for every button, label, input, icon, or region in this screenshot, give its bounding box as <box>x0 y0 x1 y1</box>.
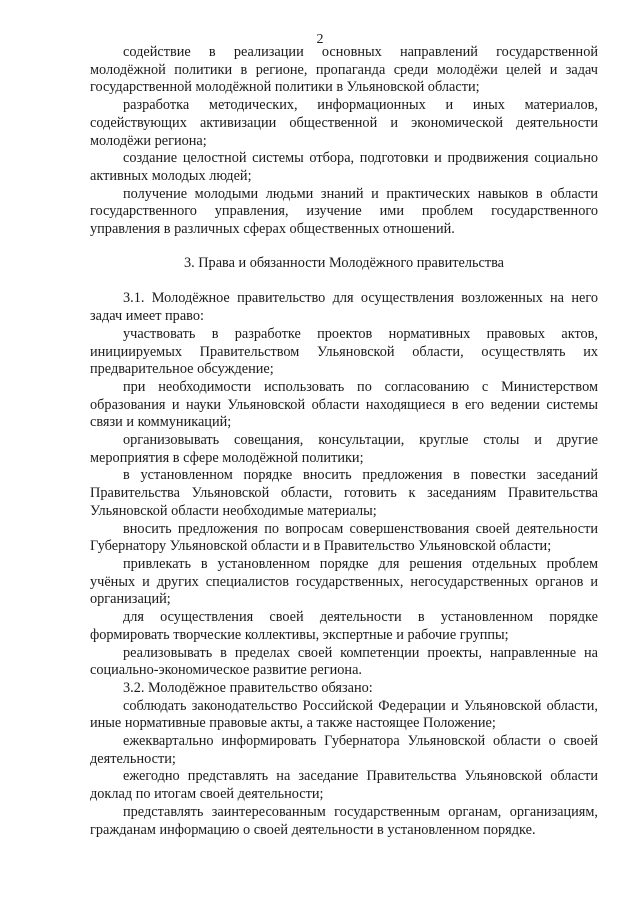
clause-3-1-lead: 3.1. Молодёжное правительство для осуществления возложенных на него задач имеет право: <box>90 290 598 325</box>
clause-3-2-item: представлять заинтересованным государственным органам, организациям, гражданам информацию о своей деятельности в установленном порядке. <box>90 803 598 838</box>
clause-3-1-item: в установленном порядке вносить предложения в повестки заседаний Правительства Ульяновской области, готовить к заседаниям Правительства Ульяновской области необходимые материалы; <box>90 467 598 519</box>
intro-paragraph: создание целостной системы отбора, подготовки и продвижения социально активных молодых людей; <box>90 150 598 184</box>
clause-3-1-item: при необходимости использовать по согласованию с Министерством образования и науки Ульяновской области находящиеся в его ведении системы связи и коммуникаций; <box>90 378 598 431</box>
document-body <box>90 44 598 839</box>
clause-3-2-lead: 3.2. Молодёжное правительство обязано: <box>123 679 373 696</box>
intro-paragraph: разработка методических, информационных и иных материалов, содействующих активизации общественной и экономической деятельности молодёжи региона; <box>90 97 598 149</box>
clause-3-1-item: вносить предложения по вопросам совершенствования своей деятельности Губернатору Ульяновской области и в Правительство Ульяновской области; <box>90 520 598 555</box>
intro-paragraph: содействие в реализации основных направлений государственной молодёжной политики в регионе, пропаганда среди молодёжи целей и задач государственной молодёжной политики в Ульяновской области; <box>90 44 598 96</box>
clause-3-2-item: соблюдать законодательство Российской Федерации и Ульяновской области, иные нормативные правовые акты, а также настоящее Положение; <box>90 697 598 732</box>
clause-3-2-item: ежегодно представлять на заседание Правительства Ульяновской области доклад по итогам своей деятельности; <box>90 768 598 803</box>
clause-3-1-item: организовывать совещания, консультации, круглые столы и другие мероприятия в сфере молодёжной политики; <box>90 432 598 466</box>
clause-3-1-item: привлекать в установленном порядке для решения отдельных проблем учёных и других специалистов государственных, негосударственных органов и организаций; <box>90 555 598 608</box>
clause-3-1-item: реализовывать в пределах своей компетенции проекты, направленные на социально-экономическое развитие региона. <box>90 644 598 679</box>
clause-3-1-item: для осуществления своей деятельности в установленном порядке формировать творческие коллективы, экспертные и рабочие группы; <box>90 609 598 643</box>
clause-3-2-item: ежеквартально информировать Губернатора Ульяновской области о своей деятельности; <box>90 733 598 767</box>
clause-3-1-item: участвовать в разработке проектов нормативных правовых актов, инициируемых Правительством Ульяновской области, осуществлять их предварительное обсуждение; <box>90 325 598 378</box>
intro-paragraph: получение молодыми людьми знаний и практических навыков в области государственного управления, изучение ими проблем государственного управления в различных сферах общественных отношений. <box>90 185 598 238</box>
section-heading: 3. Права и обязанности Молодёжного правительства <box>183 254 505 271</box>
page-number: 2 <box>316 32 324 47</box>
